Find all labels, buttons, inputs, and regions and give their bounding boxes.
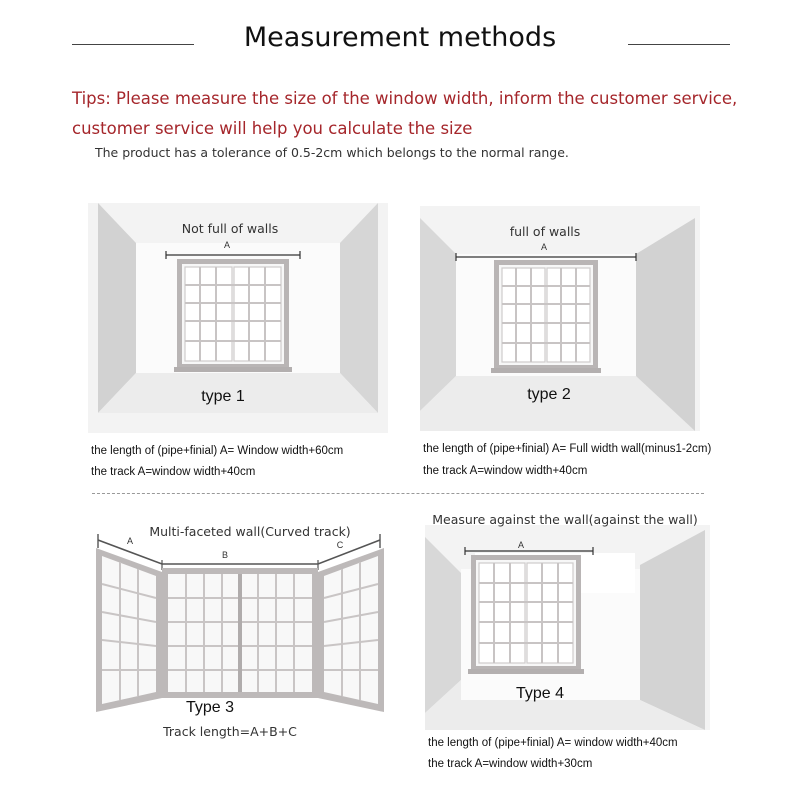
type4-heading: Measure against the wall(against the wall) <box>432 512 698 527</box>
page-title: Measurement methods <box>243 22 557 53</box>
type2-label: type 2 <box>527 386 571 403</box>
type3-heading: Multi-faceted wall(Curved track) <box>149 524 351 539</box>
type4-caption-2: the track A=window width+30cm <box>428 758 593 770</box>
tolerance-note: The product has a tolerance of 0.5-2cm which belongs to the normal range. <box>95 145 569 160</box>
type3-label: Type 3 <box>185 699 235 716</box>
type3-c-label: C <box>336 540 344 550</box>
type1-a-label: A <box>223 240 230 250</box>
tips-line-2: customer service will help you calculate the size <box>72 119 473 138</box>
section-divider <box>92 493 704 494</box>
type4-a-label: A <box>517 540 524 550</box>
type4-label: Type 4 <box>515 685 565 702</box>
type3-b-label: B <box>221 550 228 560</box>
type2-caption-1: the length of (pipe+finial) A= Full width wall(minus1-2cm) <box>423 443 712 455</box>
tips-text <box>72 84 752 144</box>
type3-a-label: A <box>126 536 133 546</box>
type1-label: type 1 <box>201 388 245 405</box>
tips-line-1: Tips: Please measure the size of the window width, inform the customer service, <box>72 89 738 108</box>
type1-caption-1: the length of (pipe+finial) A= Window width+60cm <box>91 445 344 457</box>
type1-caption-2: the track A=window width+40cm <box>91 466 256 478</box>
type2-caption-2: the track A=window width+40cm <box>423 465 588 477</box>
title-rule-right <box>628 44 730 45</box>
type2-a-label: A <box>540 242 547 252</box>
type4-caption-1: the length of (pipe+finial) A= window width+40cm <box>428 737 678 749</box>
type3-caption: Track length=A+B+C <box>163 724 297 739</box>
type1-heading: Not full of walls <box>181 221 279 236</box>
type2-heading: full of walls <box>509 224 581 239</box>
type3-bay-window-illustration <box>90 520 390 720</box>
